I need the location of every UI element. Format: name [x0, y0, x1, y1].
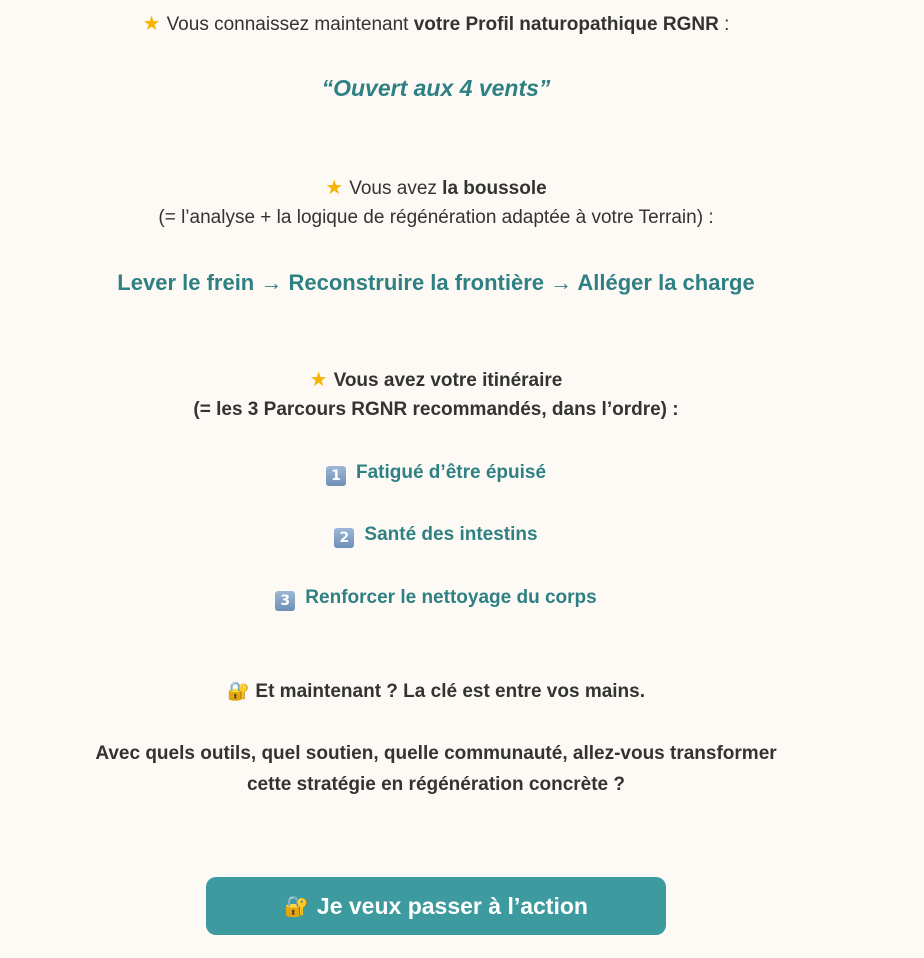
cta-button[interactable]: [206, 877, 666, 935]
compass-bold: la boussole: [442, 178, 547, 199]
closing-question-2: cette stratégie en régénération concrète ?: [246, 774, 625, 795]
keycap-one-icon: 1: [326, 466, 346, 486]
itinerary-step-2: [0, 524, 872, 548]
closing-question-1: Avec quels outils, quel soutien, quelle communauté, allez-vous transformer: [95, 743, 777, 764]
star-icon: ★: [142, 11, 161, 35]
keycap-three-icon: 3: [275, 591, 295, 611]
regeneration-path: Lever le frein → Reconstruire la frontière → Alléger la charge: [117, 270, 755, 295]
itinerary-step-1: [0, 462, 872, 486]
lock-key-icon: 🔐: [284, 894, 309, 918]
step-label: Renforcer le nettoyage du corps: [305, 587, 597, 608]
compass-subtitle: (= l’analyse + la logique de régénération adaptée à votre Terrain) :: [158, 207, 714, 228]
keycap-two-icon: 2: [334, 528, 354, 548]
step-label: Santé des intestins: [364, 524, 538, 545]
intro-text: Vous connaissez maintenant: [166, 14, 414, 35]
itinerary-step-3: [0, 587, 872, 611]
itinerary-subtitle: (= les 3 Parcours RGNR recommandés, dans l’ordre) :: [193, 399, 679, 420]
itinerary-line: [0, 367, 872, 392]
intro-line: [0, 11, 872, 36]
closing-key-line: [0, 681, 872, 703]
cta-label: Je veux passer à l’action: [316, 892, 588, 919]
star-icon: ★: [325, 175, 344, 199]
lock-key-icon: 🔐: [226, 681, 250, 702]
intro-colon: :: [718, 14, 730, 35]
intro-profile-label: votre Profil naturopathique RGNR: [413, 14, 719, 35]
compass-text: Vous avez: [349, 178, 443, 199]
star-icon: ★: [309, 367, 328, 391]
itinerary-title: Vous avez votre itinéraire: [333, 370, 563, 391]
closing-key-text: Et maintenant ? La clé est entre vos mains.: [255, 681, 646, 702]
step-label: Fatigué d’être épuisé: [355, 462, 547, 483]
profile-name: “Ouvert aux 4 vents”: [321, 75, 551, 101]
compass-line: [0, 175, 872, 200]
